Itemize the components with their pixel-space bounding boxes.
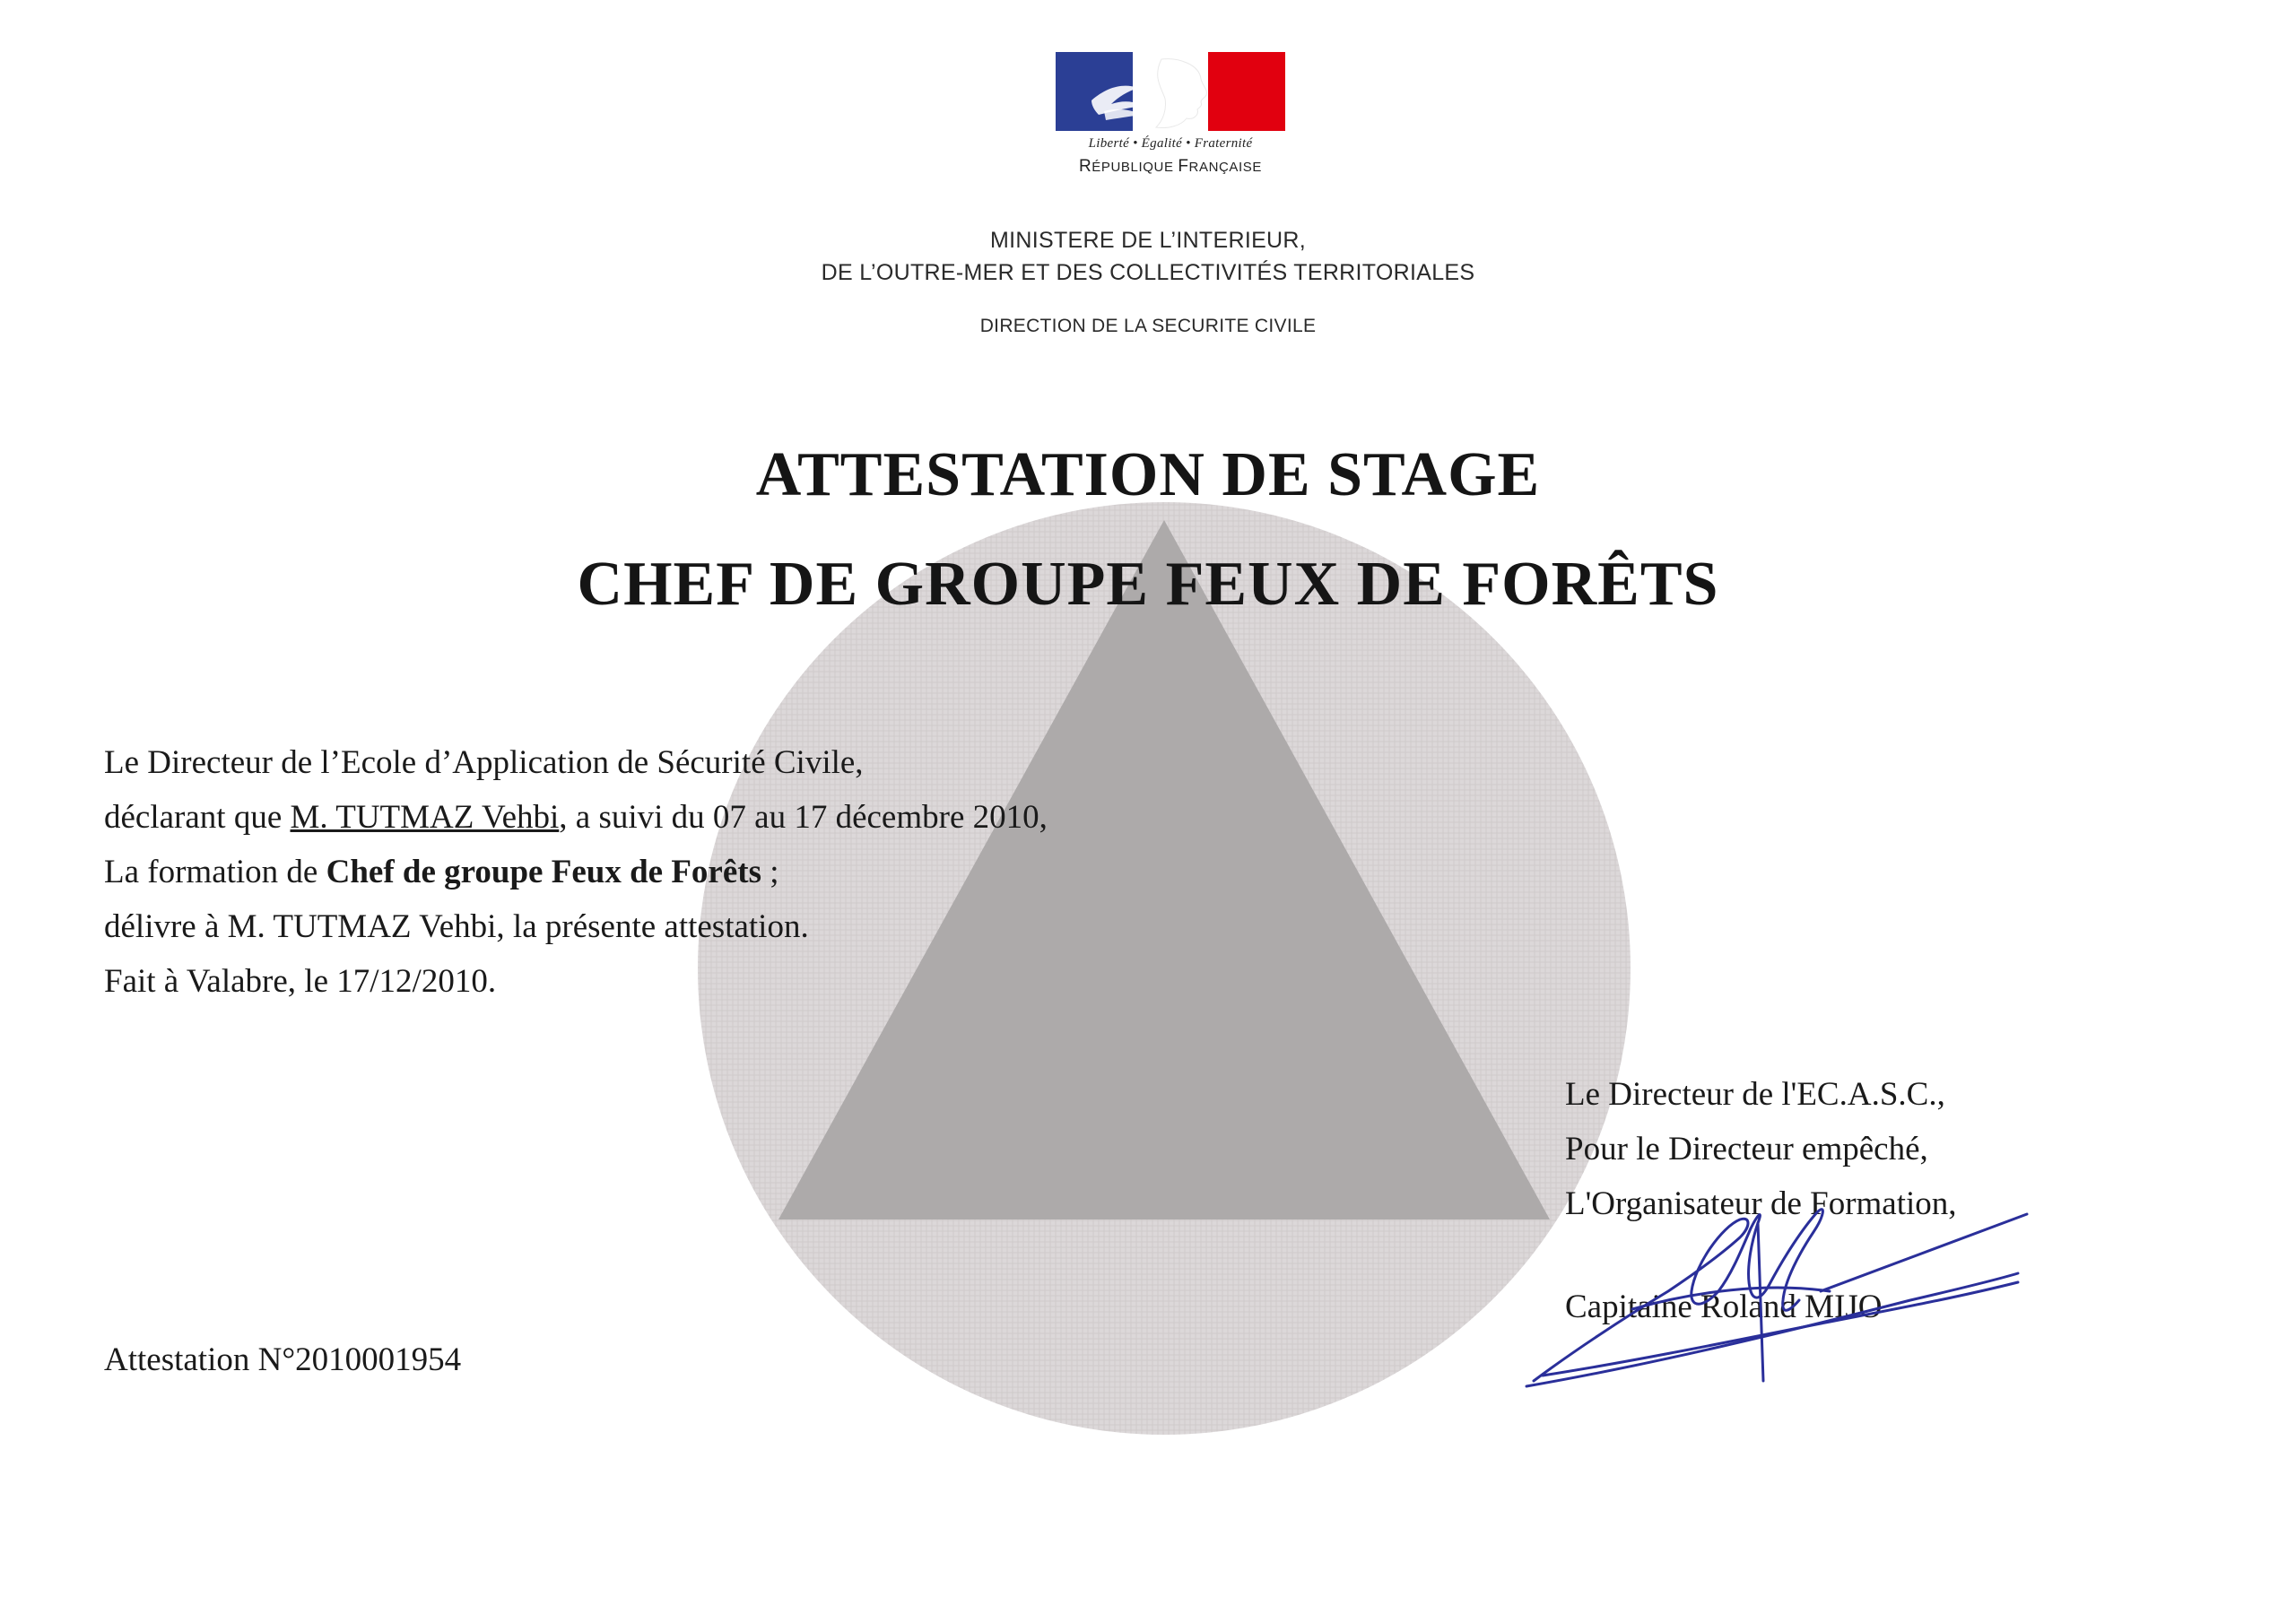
body-line-1: Le Directeur de l’Ecole d’Application de Sécurité Civile,	[104, 744, 864, 781]
marianne-flag-icon	[1056, 52, 1285, 131]
signatory-line-3: L'Organisateur de Formation,	[1565, 1185, 1957, 1222]
attestation-number: Attestation N°2010001954	[104, 1341, 462, 1378]
training-name: Chef de groupe Feux de Forêts	[326, 854, 761, 890]
document-title: ATTESTATION DE STAGE	[755, 440, 1541, 509]
body-line-5: Fait à Valabre, le 17/12/2010.	[104, 963, 497, 1000]
body-line-2: déclarant que M. TUTMAZ Vehbi, a suivi du 07 au 17 décembre 2010,	[104, 799, 1048, 836]
signatory-name: Capitaine Roland MIJO	[1565, 1289, 1883, 1325]
body-line-4: délivre à M. TUTMAZ Vehbi, la présente attestation.	[104, 908, 809, 945]
attestation-body	[104, 735, 1048, 1009]
trainee-name: M. TUTMAZ Vehbi	[290, 799, 560, 836]
republique-francaise-label: RÉPUBLIQUE FRANÇAISE	[1078, 157, 1263, 176]
document-subtitle: CHEF DE GROUPE FEUX DE FORÊTS	[577, 550, 1719, 619]
republic-motto: Liberté • Égalité • Fraternité	[1088, 136, 1253, 151]
ministry-direction: DIRECTION DE LA SECURITE CIVILE	[979, 316, 1317, 336]
republique-francaise-logo	[1054, 52, 1287, 177]
signatory-line-1: Le Directeur de l'EC.A.S.C.,	[1565, 1076, 1945, 1113]
handwritten-signature	[1516, 1157, 2054, 1390]
signatory-line-2: Pour le Directeur empêché,	[1565, 1131, 1928, 1167]
ministry-line-2: DE L’OUTRE-MER ET DES COLLECTIVITÉS TERRITORIALES	[821, 260, 1475, 285]
ministry-line-1: MINISTERE DE L’INTERIEUR,	[990, 228, 1306, 253]
body-line-3: La formation de Chef de groupe Feux de Forêts ;	[104, 854, 779, 890]
